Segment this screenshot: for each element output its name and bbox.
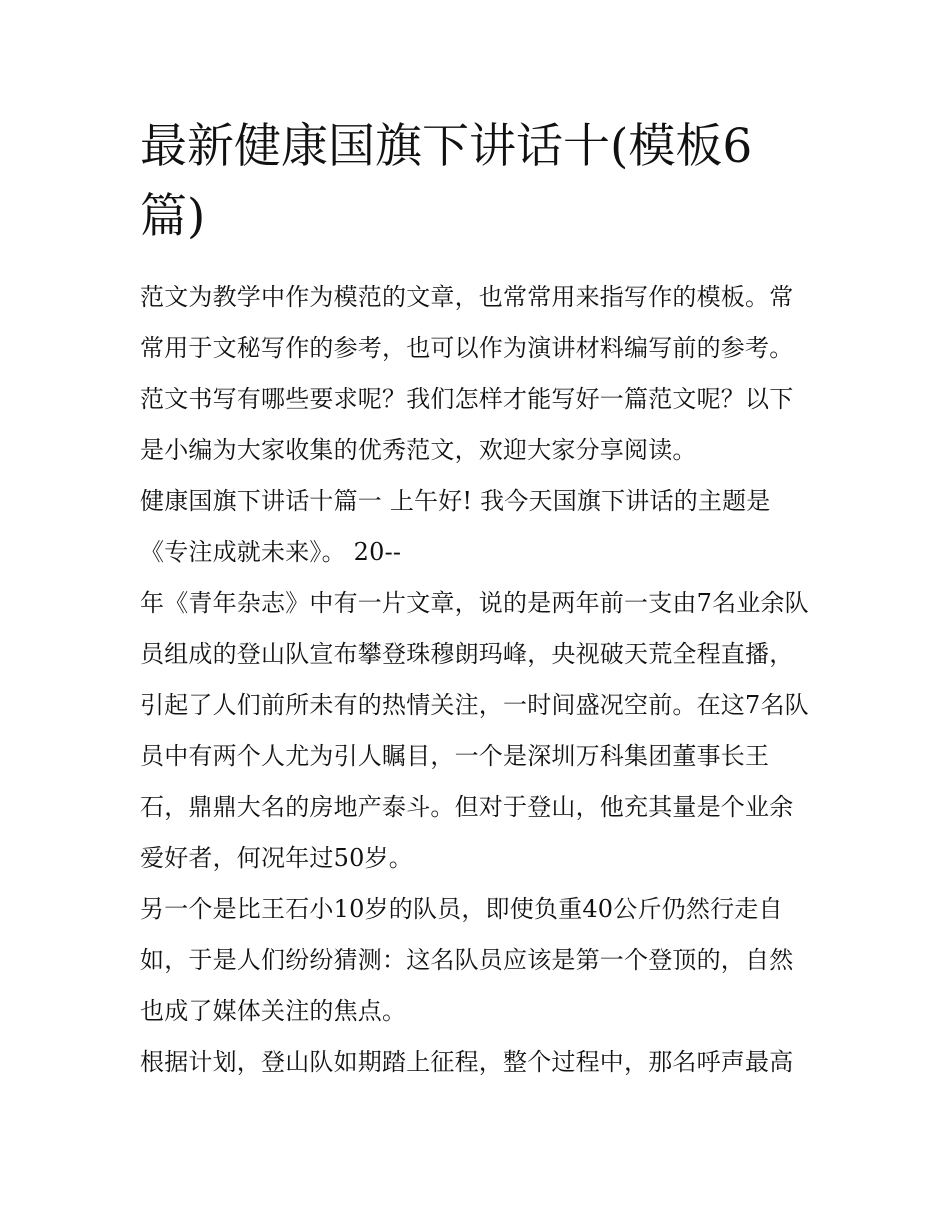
- paragraph-intro: 范文为教学中作为模范的文章，也常常用来指写作的模板。常常用于文秘写作的参考，也可以作为演讲材料编写前的参考。范文书写有哪些要求呢？我们怎样才能写好一篇范文呢？以下是小编为大家收集的优秀范文，欢迎大家分享阅读。: [140, 283, 794, 464]
- paragraph-magazine-story: 年《青年杂志》中有一片文章，说的是两年前一支由7名业余队员组成的登山队宣布攀登珠穆朗玛峰，央视破天荒全程直播，引起了人们前所未有的热情关注，一时间盛况空前。在这7名队员中有两个人尤为引人瞩目，一个是深圳万科集团董事长王石，鼎鼎大名的房地产泰斗。但对于登山，他充其量是个业余爱好者，何况年过50岁。: [140, 589, 809, 872]
- paragraph-speech-opening: 健康国旗下讲话十篇一 上午好! 我今天国旗下讲话的主题是《专注成就未来》。 20--: [140, 487, 771, 566]
- paragraph-plan: 根据计划，登山队如期踏上征程，整个过程中，那名呼声最高: [140, 1048, 794, 1076]
- paragraph-second-member: 另一个是比王石小10岁的队员，即使负重40公斤仍然行走自如，于是人们纷纷猜测：这名队员应该是第一个登顶的，自然也成了媒体关注的焦点。: [140, 895, 794, 1025]
- document-body: [140, 112, 816, 1088]
- document-title: 最新健康国旗下讲话十(模板6篇): [140, 119, 753, 244]
